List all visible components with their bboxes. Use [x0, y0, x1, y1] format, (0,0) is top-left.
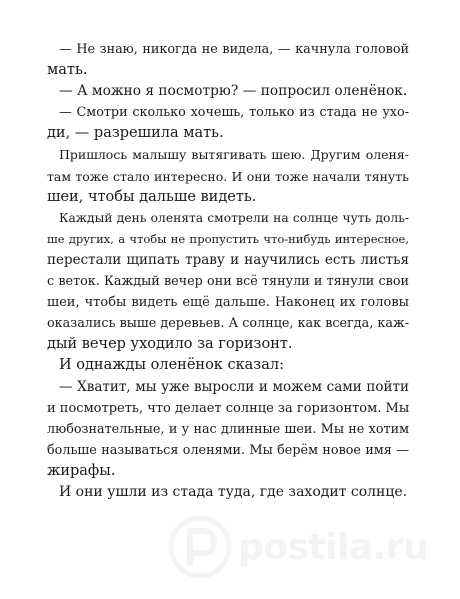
text-line: жирафы.	[47, 462, 116, 479]
text-line: — А можно я посмотрю? — попросил оленёнок.	[59, 83, 408, 100]
text-line: шеи, чтобы видеть ещё дальше. Наконец их головы	[47, 295, 409, 311]
text-line: с веток. Каждый вечер они всё тянули и тянули свои	[47, 274, 409, 290]
watermark-text: postila.ru	[238, 526, 429, 568]
postila-watermark	[168, 514, 428, 580]
text-line: мать.	[47, 62, 88, 79]
story-text	[47, 39, 409, 503]
text-line: И однажды оленёнок сказал:	[59, 357, 284, 374]
text-line: Пришлось малышу вытягивать шею. Другим оленя-	[59, 147, 409, 163]
text-line: шеи, чтобы дальше видеть.	[47, 188, 257, 205]
text-line: там тоже стало интересно. И они тоже начали тянуть	[47, 168, 409, 184]
text-line: больше называться оленями. Мы берём новое имя —	[47, 442, 409, 458]
text-line: перестали щипать траву и научились есть листья	[47, 251, 409, 268]
text-line: дый вечер уходило за горизонт.	[47, 336, 293, 353]
text-line: — Не знаю, никогда не видела, — качнула головой	[59, 42, 409, 57]
text-line: ди, — разрешила мать.	[47, 125, 224, 142]
text-line: ше других, а чтобы не пропустить что-нибудь интересное,	[47, 231, 409, 246]
text-line: оказались выше деревьев. А солнце, как всегда, каж-	[47, 316, 409, 332]
postila-logo-icon	[168, 515, 232, 579]
text-line: любознательные, и у нас длинные шеи. Мы не хотим	[47, 421, 409, 437]
text-line: — Смотри сколько хочешь, только из стада не ухо-	[59, 105, 409, 121]
text-line: и посмотреть, что делает солнце за горизонтом. Мы	[47, 400, 410, 416]
text-line: — Хватит, мы уже выросли и можем сами пойти	[59, 378, 409, 395]
text-line: И они ушли из стада туда, где заходит солнце.	[59, 483, 408, 500]
text-line: Каждый день оленята смотрели на солнце чуть доль-	[59, 210, 409, 225]
